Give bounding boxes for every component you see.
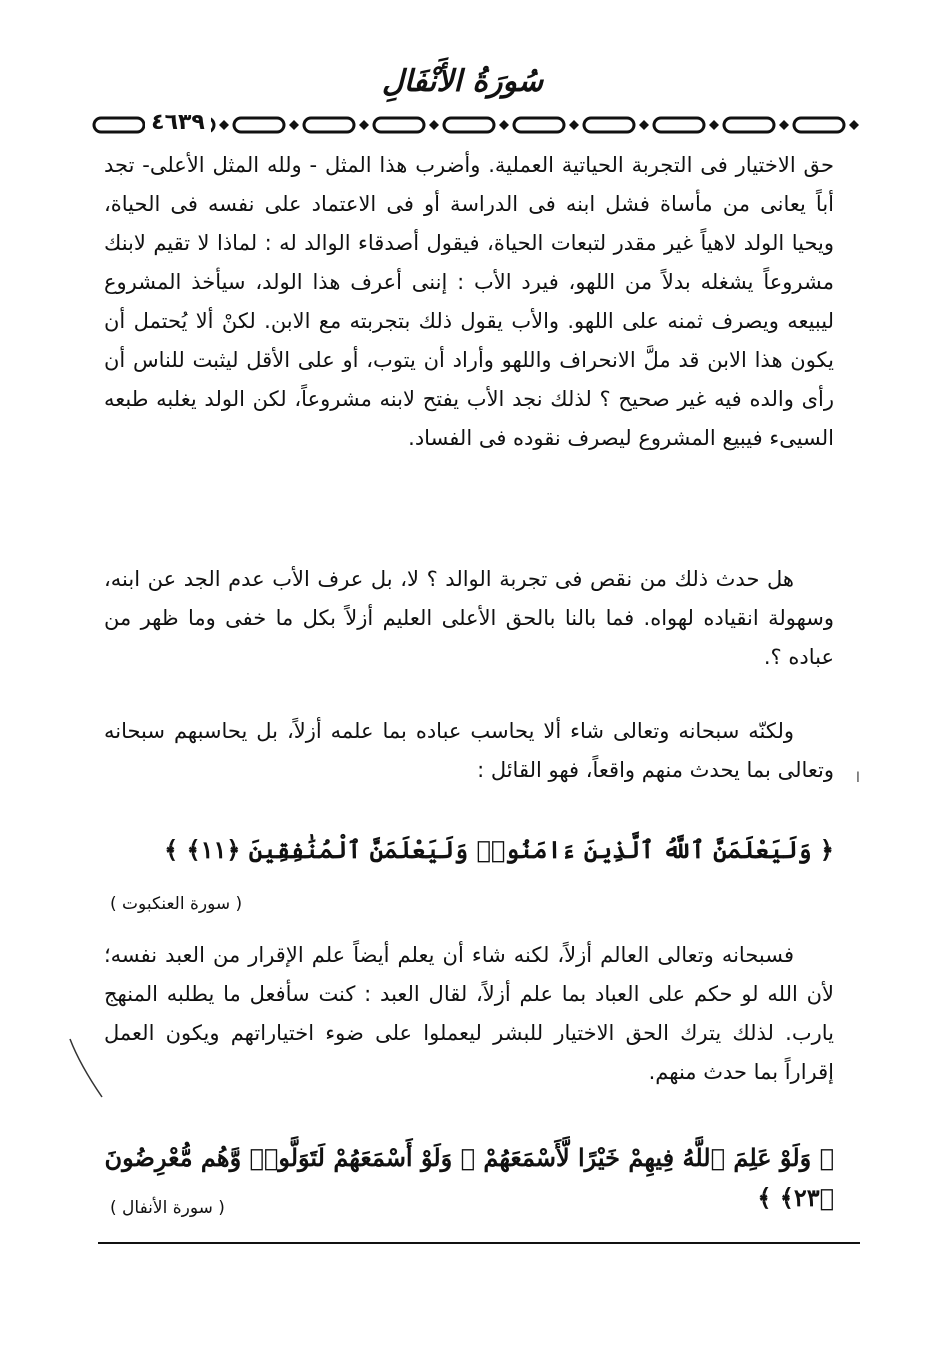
quran-verse-1: ﴿ وَلَيَعْلَمَنَّ ٱللَّهُ ٱلَّذِينَ ءَامَنُوا۟ وَلَيَعْلَمَنَّ ٱلْمُنَٰفِقِينَ ﴿١١﴾ ﴾ — [164, 835, 834, 864]
paragraph-1: حق الاختيار فى التجربة الحياتية العملية. وأضرب هذا المثل - ولله المثل الأعلى- تجد أباً يعانى من مأساة فشل ابنه فى الدراسة أو فى الاعتماد على نفسه فى الحياة، ويحيا الولد لاهياً غير مقدر لتبعات الحياة، فيقول أصدقاء الوالد له : لماذا لا تقيم لابنك مشروعاً يشغله بدلاً من اللهو، فيرد الأب : إننى أعرف هذا الولد، سيأخذ المشروع ليبيعه ويصرف ثمنه على اللهو. والأب يقول ذلك بتجربته مع الابن. لكنْ ألا يُحتمل أن يكون هذا الابن قد ملَّ الانحراف واللهو وأراد أن يتوب، أو على الأقل ليثبت للناس أن رأى والده فيه غير صحيح ؟ لذلك نجد الأب يفتح لابنه مشروعاً، لكن الولد يغلبه طبعه السيىء فيبيع المشروع ليصرف نقوده فى الفساد. — [104, 153, 834, 450]
chain-link — [444, 118, 494, 132]
chain-diamond — [499, 120, 509, 130]
paragraph-4: فسبحانه وتعالى العالم أزلاً، لكنه شاء أن يعلم أيضاً علم الإقرار من العبد نفسه؛ لأن الله لو حكم على العباد بما علم أزلاً، لقال العبد : كنت سأفعل ما يطلبه المنهج يارب. لذلك يترك الحق الاختيار للبشر ليعملوا على ضوء اختياراتهم ويكون العمل إقراراً بما حدث منهم. — [104, 943, 834, 1084]
chain-link — [654, 118, 704, 132]
quran-verse-2: ﴿ وَلَوْ عَلِمَ ٱللَّهُ فِيهِمْ خَيْرًا لَّأَسْمَعَهُمْ ۖ وَلَوْ أَسْمَعَهُمْ لَتَوَلَّوا۟ وَّهُم مُّعْرِضُونَ ﴿٢٣﴾ ﴾ — [104, 1143, 834, 1212]
chain-diamond — [289, 120, 299, 130]
verse-1-reference: ( سورة العنكبوت ) — [110, 894, 243, 914]
verse-2-reference: ( سورة الأنفال ) — [110, 1198, 225, 1218]
paragraph-3: ولكنّه سبحانه وتعالى شاء ألا يحاسب عباده بما علمه أزلاً، بل يحاسبهم سبحانه وتعالى بما يحدث منهم واقعاً، فهو القائل : — [104, 719, 834, 782]
margin-mark-right: ا — [856, 770, 860, 786]
chain-diamond — [849, 120, 859, 130]
chain-link — [304, 118, 354, 132]
chain-link — [794, 118, 844, 132]
chain-diamond — [429, 120, 439, 130]
chain-diamond — [779, 120, 789, 130]
page-number: ٤٦٣٩ — [145, 108, 211, 138]
chain-link — [514, 118, 564, 132]
chain-link — [374, 118, 424, 132]
chain-diamond — [709, 120, 719, 130]
chain-diamond — [569, 120, 579, 130]
chain-diamond — [359, 120, 369, 130]
chain-link — [234, 118, 284, 132]
paragraph-2: هل حدث ذلك من نقص فى تجربة الوالد ؟ لا، بل عرف الأب عدم الجد عن ابنه، وسهولة انقياده لهواه. فما بالنا بالحق الأعلى العليم أزلاً بكل ما خفى وما ظهر من عباده ؟. — [104, 567, 834, 669]
margin-pencil-stroke-icon — [62, 1035, 112, 1105]
chain-link — [94, 118, 144, 132]
chain-link — [724, 118, 774, 132]
surah-title: سُورَةُ الأَنْفَالِ — [381, 64, 544, 99]
chain-diamond — [219, 120, 229, 130]
chain-diamond — [639, 120, 649, 130]
chain-link — [584, 118, 634, 132]
footer-rule — [98, 1242, 860, 1244]
